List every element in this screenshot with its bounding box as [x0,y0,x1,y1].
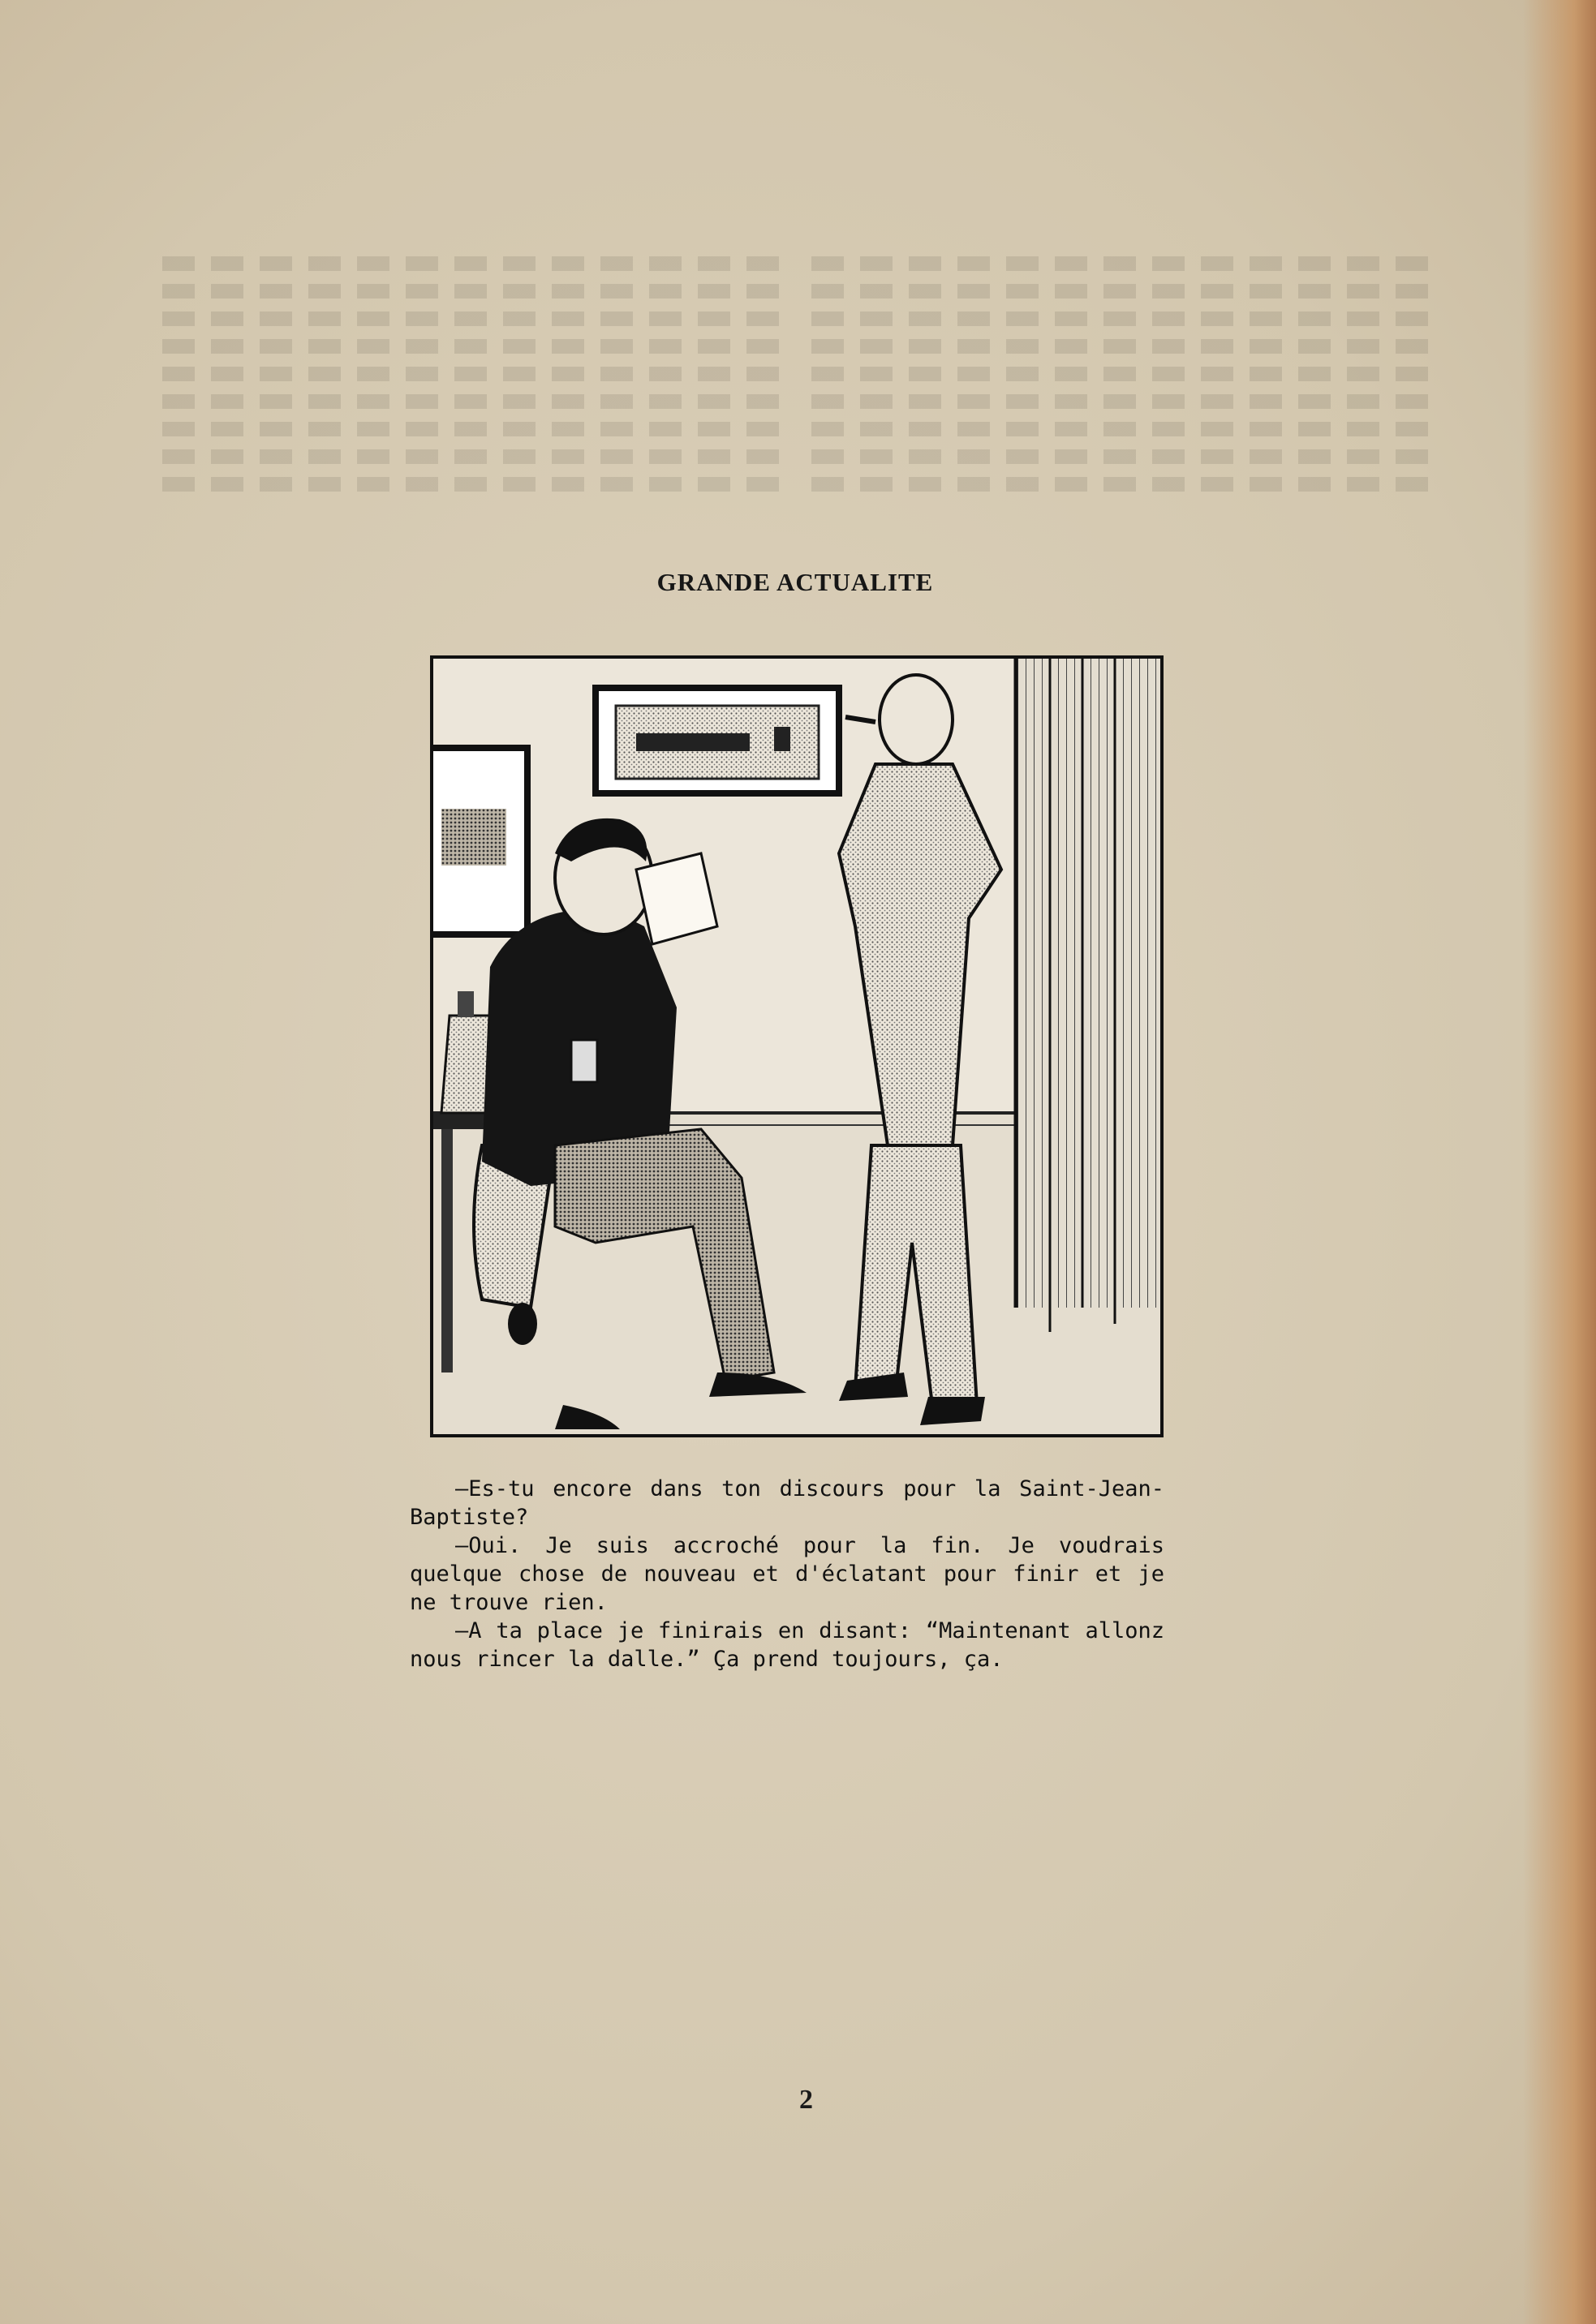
cartoon-caption [410,1475,1164,1673]
caption-line-2: —Oui. Je suis accroché pour la fin. Je voudrais quelque chose de nouveau et d'éclatant pour finir et je ne trouve rien. [410,1533,1164,1615]
page-number: 2 [799,2085,813,2115]
page-binding-edge [1523,0,1596,2324]
cartoon-drawing [433,659,1160,1434]
curtain [1016,659,1160,1332]
caption-line-1: —Es-tu encore dans ton discours pour la Saint-Jean-Baptiste? [410,1476,1164,1530]
caption-line-3: —A ta place je finirais en disant: “Maintenant allonz nous rincer la dalle.” Ça prend toujours, ça. [410,1618,1164,1672]
article-title: GRANDE ACTUALITE [656,568,934,596]
wall-picture-top [596,688,839,793]
wall-picture-left [433,748,527,934]
cartoon-illustration [430,655,1164,1437]
